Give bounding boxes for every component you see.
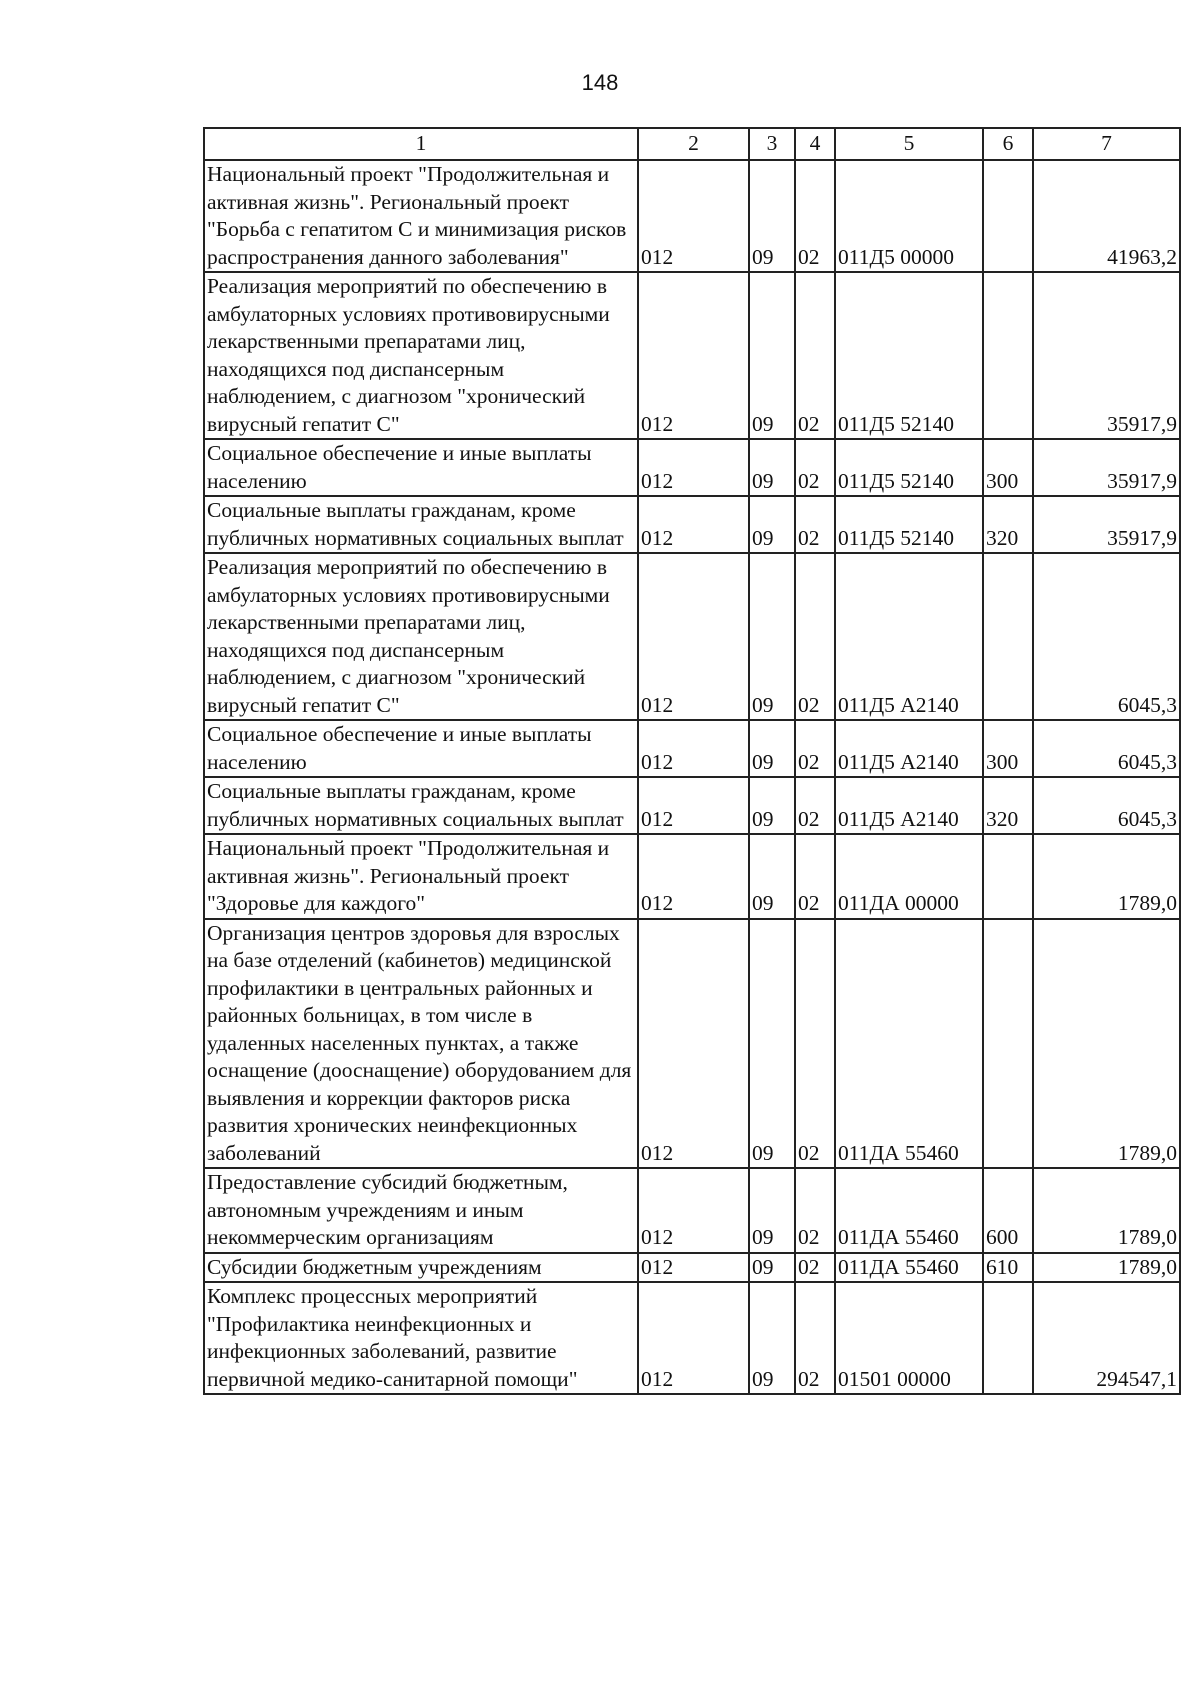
amount: 1789,0 <box>1033 1253 1180 1283</box>
subsection-code: 02 <box>795 553 835 720</box>
table-row <box>204 272 1180 439</box>
subsection-code: 02 <box>795 1168 835 1253</box>
subsection-code: 02 <box>795 1253 835 1283</box>
table-row <box>204 919 1180 1169</box>
target-article: 01501 00000 <box>835 1282 983 1394</box>
expense-type: 320 <box>983 777 1033 834</box>
target-article: 011Д5 00000 <box>835 160 983 272</box>
row-name: Социальные выплаты гражданам, кроме публичных нормативных социальных выплат <box>204 496 638 553</box>
row-name: Комплекс процессных мероприятий "Профилактика неинфекционных и инфекционных заболеваний, развитие первичной медико-санитарной помощи" <box>204 1282 638 1394</box>
section-code: 09 <box>749 1282 795 1394</box>
subsection-code: 02 <box>795 160 835 272</box>
amount: 6045,3 <box>1033 777 1180 834</box>
row-name: Социальное обеспечение и иные выплаты населению <box>204 720 638 777</box>
admin-code: 012 <box>638 439 749 496</box>
amount: 35917,9 <box>1033 496 1180 553</box>
table-row <box>204 720 1180 777</box>
row-name: Национальный проект "Продолжительная и активная жизнь". Региональный проект "Борьба с гепатитом С и минимизация рисков распространения данного заболевания" <box>204 160 638 272</box>
subsection-code: 02 <box>795 1282 835 1394</box>
admin-code: 012 <box>638 919 749 1169</box>
expense-type: 300 <box>983 439 1033 496</box>
row-name: Социальное обеспечение и иные выплаты населению <box>204 439 638 496</box>
section-code: 09 <box>749 1168 795 1253</box>
target-article: 011ДА 55460 <box>835 919 983 1169</box>
admin-code: 012 <box>638 834 749 919</box>
section-code: 09 <box>749 1253 795 1283</box>
admin-code: 012 <box>638 553 749 720</box>
row-name: Предоставление субсидий бюджетным, автономным учреждениям и иным некоммерческим организациям <box>204 1168 638 1253</box>
target-article: 011Д5 А2140 <box>835 777 983 834</box>
expense-type <box>983 834 1033 919</box>
budget-table <box>203 127 1181 1395</box>
table-row <box>204 834 1180 919</box>
table-row <box>204 160 1180 272</box>
table-row <box>204 439 1180 496</box>
admin-code: 012 <box>638 1168 749 1253</box>
row-name: Организация центров здоровья для взрослых на базе отделений (кабинетов) медицинской профилактики в центральных районных и районных больницах, в том числе в удаленных населенных пунктах, а также оснащение (дооснащение) оборудованием для выявления и коррекции факторов риска развития хронических неинфекционных заболеваний <box>204 919 638 1169</box>
target-article: 011Д5 52140 <box>835 496 983 553</box>
section-code: 09 <box>749 720 795 777</box>
expense-type: 610 <box>983 1253 1033 1283</box>
expense-type <box>983 553 1033 720</box>
amount: 1789,0 <box>1033 1168 1180 1253</box>
admin-code: 012 <box>638 1282 749 1394</box>
admin-code: 012 <box>638 160 749 272</box>
admin-code: 012 <box>638 1253 749 1283</box>
column-header-2: 2 <box>638 128 749 160</box>
target-article: 011Д5 52140 <box>835 272 983 439</box>
table-row <box>204 1282 1180 1394</box>
table-body <box>204 160 1180 1394</box>
target-article: 011ДА 55460 <box>835 1168 983 1253</box>
subsection-code: 02 <box>795 272 835 439</box>
header-row <box>204 128 1180 160</box>
page-number: 148 <box>581 70 619 95</box>
section-code: 09 <box>749 553 795 720</box>
expense-type: 300 <box>983 720 1033 777</box>
column-header-7: 7 <box>1033 128 1180 160</box>
section-code: 09 <box>749 777 795 834</box>
amount: 35917,9 <box>1033 272 1180 439</box>
row-name: Социальные выплаты гражданам, кроме публичных нормативных социальных выплат <box>204 777 638 834</box>
expense-type: 600 <box>983 1168 1033 1253</box>
expense-type <box>983 1282 1033 1394</box>
target-article: 011ДА 55460 <box>835 1253 983 1283</box>
expense-type: 320 <box>983 496 1033 553</box>
column-header-6: 6 <box>983 128 1033 160</box>
table-row <box>204 553 1180 720</box>
subsection-code: 02 <box>795 919 835 1169</box>
admin-code: 012 <box>638 720 749 777</box>
column-header-1: 1 <box>204 128 638 160</box>
amount: 35917,9 <box>1033 439 1180 496</box>
expense-type <box>983 160 1033 272</box>
target-article: 011Д5 А2140 <box>835 720 983 777</box>
admin-code: 012 <box>638 496 749 553</box>
subsection-code: 02 <box>795 720 835 777</box>
section-code: 09 <box>749 272 795 439</box>
row-name: Реализация мероприятий по обеспечению в амбулаторных условиях противовирусными лекарственными препаратами лиц, находящихся под диспансерным наблюдением, с диагнозом "хронический вирусный гепатит С" <box>204 553 638 720</box>
amount: 6045,3 <box>1033 720 1180 777</box>
admin-code: 012 <box>638 777 749 834</box>
subsection-code: 02 <box>795 496 835 553</box>
row-name: Субсидии бюджетным учреждениям <box>204 1253 638 1283</box>
table-row <box>204 777 1180 834</box>
expense-type <box>983 272 1033 439</box>
subsection-code: 02 <box>795 777 835 834</box>
row-name: Национальный проект "Продолжительная и активная жизнь". Региональный проект "Здоровье для каждого" <box>204 834 638 919</box>
section-code: 09 <box>749 496 795 553</box>
section-code: 09 <box>749 439 795 496</box>
table-row <box>204 1168 1180 1253</box>
target-article: 011ДА 00000 <box>835 834 983 919</box>
section-code: 09 <box>749 919 795 1169</box>
section-code: 09 <box>749 834 795 919</box>
amount: 1789,0 <box>1033 919 1180 1169</box>
amount: 1789,0 <box>1033 834 1180 919</box>
admin-code: 012 <box>638 272 749 439</box>
column-header-3: 3 <box>749 128 795 160</box>
expense-type <box>983 919 1033 1169</box>
amount: 41963,2 <box>1033 160 1180 272</box>
amount: 6045,3 <box>1033 553 1180 720</box>
table-row <box>204 496 1180 553</box>
subsection-code: 02 <box>795 439 835 496</box>
row-name: Реализация мероприятий по обеспечению в амбулаторных условиях противовирусными лекарственными препаратами лиц, находящихся под диспансерным наблюдением, с диагнозом "хронический вирусный гепатит С" <box>204 272 638 439</box>
amount: 294547,1 <box>1033 1282 1180 1394</box>
target-article: 011Д5 52140 <box>835 439 983 496</box>
target-article: 011Д5 А2140 <box>835 553 983 720</box>
table-row <box>204 1253 1180 1283</box>
section-code: 09 <box>749 160 795 272</box>
subsection-code: 02 <box>795 834 835 919</box>
column-header-4: 4 <box>795 128 835 160</box>
column-header-5: 5 <box>835 128 983 160</box>
